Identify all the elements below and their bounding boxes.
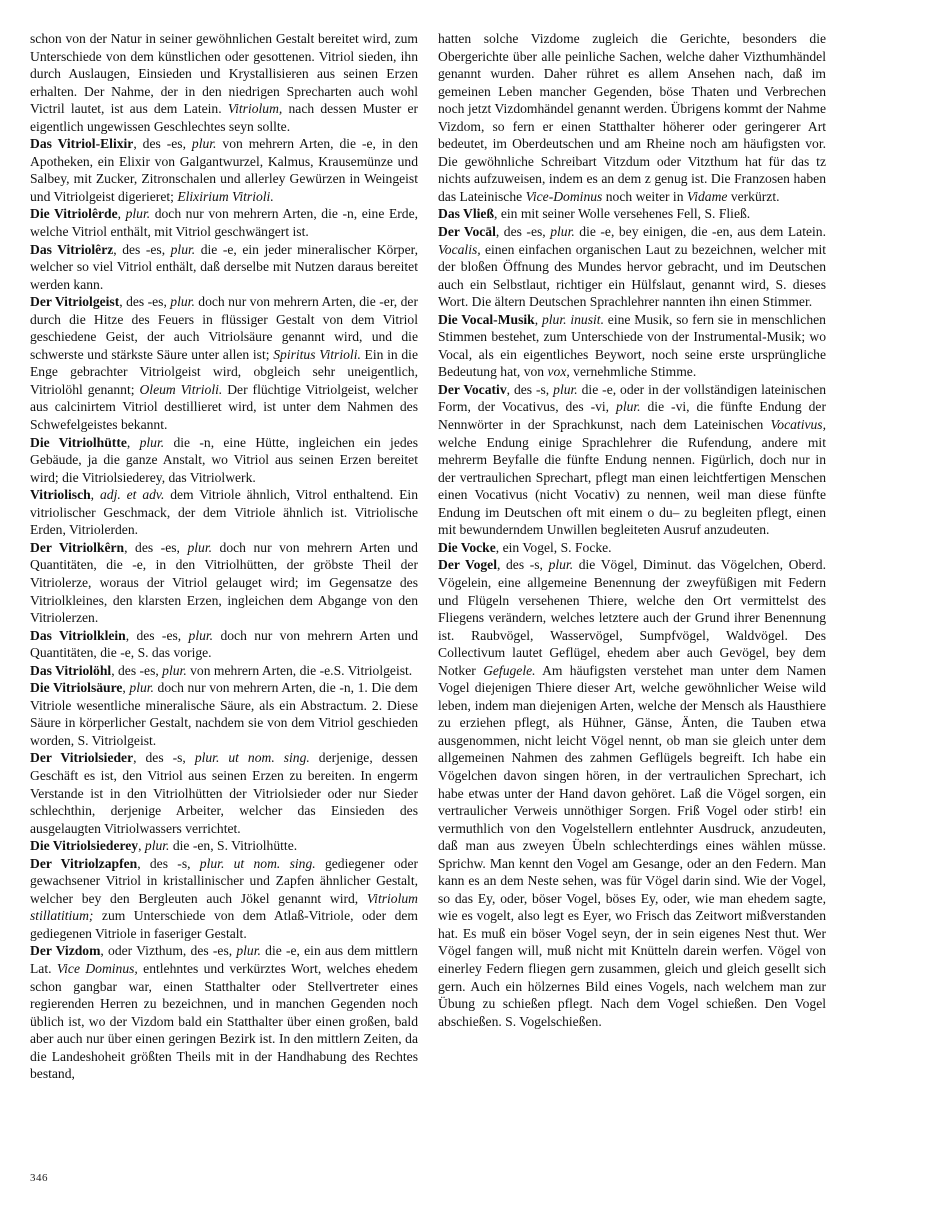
- entry-headword: Der Vitriolsieder: [30, 750, 134, 766]
- entry-italic-text: plur. ut nom. sing.: [199, 855, 316, 871]
- entry-text: , des -es,: [495, 224, 551, 240]
- entry-text: ,: [534, 311, 542, 327]
- entry-italic-text: Gefugele.: [483, 662, 536, 678]
- entry-italic-text: plur.: [139, 434, 165, 450]
- dictionary-entry: [438, 311, 826, 381]
- left-column: [30, 30, 418, 1083]
- entry-italic-text: Spiritus Vitrioli.: [273, 346, 361, 362]
- entry-italic-text: plur.: [548, 557, 574, 573]
- entry-text: Ein in die Enge gebrachter Vitriolgeist wird, obgleich sehr uneigentlich, Vitriolöhl genannt;: [30, 346, 418, 397]
- entry-italic-text: plur.: [187, 539, 213, 555]
- entry-headword: Das Vließ: [438, 206, 495, 222]
- entry-text: schon von der Natur in seiner gewöhnlichen Gestalt bereitet wird, zum Unterschiede von dem künstlichen oder gesottenen. Vitriol sieden, ihn durch Auslaugen, Einsieden und Krystallisieren aus seinen Erzen erhalten. Der Nahme, der in den niedrigen Sprecharten auch wohl Victril lautet, ist aus dem Latein.: [30, 31, 418, 117]
- entry-text: doch nur von mehrern Arten und Quantitäten, die -e, S. das vorige.: [30, 627, 418, 661]
- dictionary-entry: [30, 837, 418, 855]
- entry-italic-text: Vocalis,: [438, 241, 481, 257]
- dictionary-entry: [30, 135, 418, 205]
- entry-italic-text: plur.: [170, 241, 196, 257]
- entry-text: die -n, eine Hütte, ingleichen ein jedes Gebäude, ja die ganze Anstalt, wo Vitriol aus seinen Erzen bereitet wird; die Vitriolsiederey, das Vitriolwerk.: [30, 434, 418, 485]
- entry-italic-text: plur.: [144, 838, 170, 854]
- dictionary-entry: [30, 434, 418, 487]
- entry-headword: Vitriolisch: [30, 487, 91, 503]
- entry-text: von mehrern Arten, die -e, in den Apotheken, ein Elixir von Galgantwurzel, Kalmus, Krausemünze und Salbey, mit Zucker, Zitronschalen und allerley Gewürzen in Weingeist und Vitriolgeist digerieret;: [30, 136, 419, 204]
- dictionary-entry: [30, 205, 418, 240]
- entry-text: die -e, oder in der vollständigen lateinischen Form, der Vocativus, des -vi,: [438, 381, 826, 415]
- dictionary-entry: [438, 30, 826, 205]
- entry-text: doch nur von mehrern Arten, die -er, der durch die Hitze des Feuers in flüssiger Gestalt von dem Vitriol geschiedene Geist, der auch Vitriolsäure genannt wird, und die schwerste und stärkste Säure unter allen ist;: [30, 294, 418, 362]
- entry-text: gediegener oder gewachsener Vitriol in kristallinischer und Zapfen ähnlicher Gestalt, welcher bey den Bergleuten auch Jökel genannt wird,: [30, 855, 419, 906]
- entry-headword: Die Vocke: [438, 539, 496, 555]
- right-column: [438, 30, 826, 1030]
- entry-text: noch weiter in: [602, 188, 687, 204]
- entry-text: vernehmliche Stimme.: [569, 364, 697, 380]
- dictionary-entry: [438, 205, 826, 223]
- entry-italic-text: plur.: [129, 680, 154, 696]
- dictionary-entry: [438, 539, 826, 557]
- entry-text: doch nur von mehrern Arten, die -n, eine Erde, welche Vitriol enthält, mit Vitriol geschwängert ist.: [30, 206, 418, 240]
- entry-headword: Die Vitriolhütte: [30, 434, 127, 450]
- entry-text: , des -es,: [119, 294, 171, 310]
- dictionary-entry: [30, 30, 418, 135]
- entry-text: die -e, ein jeder mineralischer Körper, welcher so viel Vitriol enthält, daß derselbe mit Nutzen daraus bereitet werden kann.: [30, 241, 418, 292]
- entry-text: Am häufigsten verstehet man unter dem Namen Vogel diejenigen Thiere dieser Art, welche gewöhnlicher Weise wild leben, indem man diejenigen Arten, welche der Mensch als Hausthiere zu erziehen pflegt, als Hühner, Gänse, Änten, die Tauben etwa ausgenommen, nicht leicht Vögel nennt, ob man sie gleich unter dem allgemeinen Nahmen des zahmen Geflügels begreift. Ich habe ein Vögelchen davon singen hören, in der vertraulichen Sprechart, ich habe etwas unter der Hand davon gehöret. Laß die Vögel sorgen, ein vertraulicher Verweis unnöthiger Sorgen. Friß Vogel oder stirb! ein vermuthlich von den Vogelstellern entlehnter Ausdruck, anzudeuten, daß man aus zweyen Übeln schlechterdings eines wählen müsse. Sprichw. Man kennt den Vogel am Gesange, oder an den Federn. Man kann es an dem Neste sehen, was für Vögel darin sind. Wie der Vogel, so das Ey, oder, böser Vogel, böses Ey, oder, wie man ehedem sagte, wie es vogelt, also legt es Eyer, wo Frisch das Zeitwort mißverstanden hat. Es muß ein böser Vogel seyn, der in sein eigenes Nest thut. Wer Vögel fangen will, muß nicht mit Knütteln darein werfen. Vögel von einerley Federn fliegen gern zusammen, gleich und gleich gesellt sich gern. Auch ein hölzernes Bild eines Vogels, nach welchem man zur Übung zu schießen pflegt. Nach dem Vogel schießen. Den Vogel abschießen. S. Vogelschießen.: [438, 662, 826, 1029]
- entry-text: , oder Vizthum, des -es,: [100, 943, 237, 959]
- entry-headword: Der Vitriolzapfen: [30, 855, 138, 871]
- entry-text: entlehntes und verkürztes Wort, welches ehedem schon gangbar war, einen Statthalter oder Stellvertreter eines regierenden Herren zu bezeichnen, und in manchen Gegenden noch üblich ist, wo der Vizdom bald ein Statthalter über einen großen, bald aber auch nur über einen geringen Bezirk ist. In den mittlern Zeiten, da die Landeshoheit größten Theils mit in der Handhabung des Rechtes bestand,: [30, 960, 418, 1082]
- entry-italic-text: plur.: [188, 627, 214, 643]
- entry-italic-text: Vidame: [686, 188, 728, 204]
- entry-text: , des -s,: [133, 750, 195, 766]
- entry-italic-text: Vitriolum,: [227, 101, 283, 117]
- entry-text: , ein mit seiner Wolle versehenes Fell, S. Fließ.: [494, 206, 751, 222]
- dictionary-entry: [30, 662, 418, 680]
- entry-text: , ein Vogel, S. Focke.: [495, 539, 612, 555]
- entry-text: , des -es,: [125, 627, 189, 643]
- entry-text: ,: [90, 487, 100, 503]
- dictionary-entry: [30, 627, 418, 662]
- entry-italic-text: plur.: [191, 136, 217, 152]
- dictionary-entry: [30, 486, 418, 539]
- entry-text: , des -es,: [124, 539, 188, 555]
- entry-text: die -e, bey einigen, die -en, aus dem Latein.: [574, 224, 827, 240]
- entry-headword: Der Vitriolkêrn: [30, 539, 125, 555]
- entry-headword: Das Vitriolöhl: [30, 662, 112, 678]
- dictionary-entry: [30, 539, 418, 627]
- entry-italic-text: Vocativus,: [770, 417, 826, 433]
- entry-italic-text: plur.: [236, 943, 261, 959]
- entry-italic-text: plur.: [162, 662, 187, 678]
- entry-italic-text: Vice Dominus,: [56, 960, 138, 976]
- entry-headword: Das Vitriolêrz: [30, 241, 114, 257]
- entry-text: doch nur von mehrern Arten und Quantitäten, die -e, in den Vitriolhütten, der gröbste Theil der Vitriolerze, woraus der Vitriol gelauget wird; im Gegensatze des Vitriolkleines, den klarsten Erzen, ingleichen dem Abgange von den Vitriolerzen.: [30, 539, 418, 626]
- entry-italic-text: plur.: [125, 206, 151, 222]
- dictionary-entry: [438, 223, 826, 311]
- entry-text: , des -es,: [133, 136, 192, 152]
- entry-italic-text: Oleum Vitrioli.: [139, 381, 223, 397]
- entry-text: die -vi, die fünfte Endung der Nennwörter in der Sprachkunst, nach dem Lateinischen: [438, 399, 826, 433]
- entry-italic-text: plur. ut nom. sing.: [194, 750, 310, 766]
- entry-text: , des -es,: [111, 662, 163, 678]
- dictionary-entry: [438, 381, 826, 539]
- entry-text: von mehrern Arten, die -e.S. Vitriolgeist.: [186, 662, 413, 678]
- entry-headword: Der Vizdom: [30, 943, 101, 959]
- entry-text: dem Vitriole ähnlich, Vitrol enthaltend. Ein vitriolischer Geschmack, der dem Vitriole ähnlich ist. Vitriolische Erden, Vitriolerden.: [30, 487, 418, 538]
- entry-headword: Die Vocal-Musik: [438, 311, 535, 327]
- entry-italic-text: Elixirium Vitrioli.: [177, 188, 274, 204]
- entry-text: , des -s,: [496, 557, 549, 573]
- entry-text: nach dessen Muster er eigentlich ungewissen Geschlechtes seyn sollte.: [30, 101, 419, 134]
- dictionary-entry: [30, 293, 418, 433]
- entry-italic-text: plur.: [170, 294, 195, 310]
- entry-text: , des -s,: [137, 855, 200, 871]
- entry-italic-text: plur.: [616, 399, 641, 415]
- entry-text: , des -es,: [113, 241, 171, 257]
- entry-text: welche Endung einige Sprachlehrer die Rufendung, andere mit mehrerm Beyfalle die fünfte Endung nennen. Figürlich, doch nur in der vertraulichen Sprechart, pflegt man einen leichtfertigen Menschen einen Vocativus (nicht Vocativ) zu nennen, weil man diese fünfte Endung im Deutschen oft mit einem o du– zu begleiten pflegt, einen mit bewunderndem Unwillen begleiteten Ausruf anzudeuten.: [438, 434, 826, 538]
- entry-headword: Der Vogel: [438, 557, 497, 573]
- entry-text: Der flüchtige Vitriolgeist, welcher aus calcinirtem Vitriol destillieret wird, ist unter dem Nahmen des Schwefelgeistes bekannt.: [30, 381, 418, 433]
- entry-headword: Die Vitriolsäure: [30, 680, 123, 696]
- entry-italic-text: vox,: [547, 364, 570, 380]
- entry-italic-text: Vitriolum stillatitium;: [30, 890, 418, 924]
- entry-text: die Vögel, Diminut. das Vögelchen, Oberd. Vögelein, eine allgemeine Benennung der zweyfüßigen mit Federn und Flügeln versehenen Thiere, welche den Ort vermittelst des Fliegens verändern, welches letztere auch der Grund ihrer Benennung ist. Raubvögel, Wasservögel, Sumpfvögel, Waldvögel. Des Collectivum lautet Geflügel, ehedem aber auch Gevögel, bey dem Notker: [438, 557, 827, 678]
- dictionary-entry: [30, 241, 418, 294]
- dictionary-entry: [30, 942, 418, 1082]
- entry-text: derjenige, dessen Geschäft es ist, den Vitriol aus seinen Erzen zu bereiten. In engerm Verstande ist in den Vitriolhütten der Vitriolsieder oder nur Sieder schlechthin, derjenige Arbeiter, welcher das Einsieden des ausgelaugten Vitriolwassers verrichtet.: [30, 750, 418, 836]
- entry-headword: Das Vitriolklein: [30, 627, 126, 643]
- entry-text: ,: [138, 838, 145, 854]
- entry-text: hatten solche Vizdome zugleich die Gerichte, besonders die Obergerichte über alle peinliche Sachen, welche daher Vizthumhändel genannt wurden. Daher rühret es allem Ansehen nach, daß im gemeinen Leben mancher Gegenden, böse Thaten und Verbrechen noch jetzt Vizdomhändel genannt werden. Übrigens kommt der Nahme Vizdom, so fern er einen Statthalter höherer oder geringerer Art bedeutet, im Oberdeutschen und am Rheine noch am häufigsten vor. Die gewöhnliche Schreibart Vitzdum oder Vitzthum hat für das tz nichts aufzuweisen, indem es an dem z genug ist. Die Franzosen haben das Lateinische: [438, 31, 826, 204]
- dictionary-entry: [30, 679, 418, 749]
- entry-text: die -e, ein aus dem mittlern Lat.: [30, 943, 418, 976]
- entry-italic-text: plur. inusit.: [541, 311, 604, 327]
- entry-text: eine Musik, so fern sie in menschlichen Stimmen bestehet, zum Unterschiede von der Instrumental-Musik; wo Vocal, als ein eigentliches Beywort, noch seine erste ursprüngliche Bedeutung hat, von: [438, 311, 826, 380]
- entry-text: die -en, S. Vitriolhütte.: [169, 838, 298, 854]
- entry-italic-text: plur.: [550, 224, 575, 240]
- entry-text: ,: [126, 434, 140, 450]
- entry-headword: Die Vitriolêrde: [30, 206, 118, 222]
- entry-text: zum Unterschiede von dem Atlaß-Vitriole, oder dem gediegenen Vitriole in faseriger Gestalt.: [30, 908, 418, 941]
- dictionary-entry: [30, 749, 418, 837]
- entry-text: ,: [122, 680, 130, 696]
- dictionary-entry: [30, 855, 418, 943]
- entry-headword: Die Vitriolsiederey: [30, 838, 139, 854]
- page-number: 346: [30, 1172, 48, 1184]
- entry-text: , des -s,: [506, 381, 554, 397]
- entry-headword: Der Vocāl: [438, 224, 496, 240]
- entry-italic-text: Vice-Dominus: [525, 188, 603, 204]
- entry-headword: Der Vitriolgeist: [30, 294, 120, 310]
- dictionary-entry: [438, 556, 826, 1030]
- entry-text: ,: [117, 206, 126, 222]
- entry-italic-text: plur.: [553, 381, 578, 397]
- entry-text: einen einfachen organischen Laut zu bezeichnen, welcher mit der bloßen Öffnung des Mundes hervor gebracht, und im Deutschen auch ein Selbstlaut, richtiger ein Hülfslaut, genannt wird, S. dieses Wort. Die ältern Deutschen Sprachlehrer nannten ihn einen Stimmer.: [438, 241, 826, 310]
- entry-text: doch nur von mehrern Arten, die -n, 1. Die dem Vitriole wesentliche mineralische Säure, als ein Abstractum. 2. Diese Säure in körperlicher Gestalt, nachdem sie von dem Vitriol geschieden worden, S. Vitriolgeist.: [30, 680, 418, 748]
- entry-headword: Das Vitriol-Elixir: [30, 136, 134, 152]
- entry-italic-text: adj. et adv.: [99, 487, 165, 503]
- entry-text: verkürzt.: [727, 188, 780, 204]
- entry-headword: Der Vocativ: [438, 381, 507, 397]
